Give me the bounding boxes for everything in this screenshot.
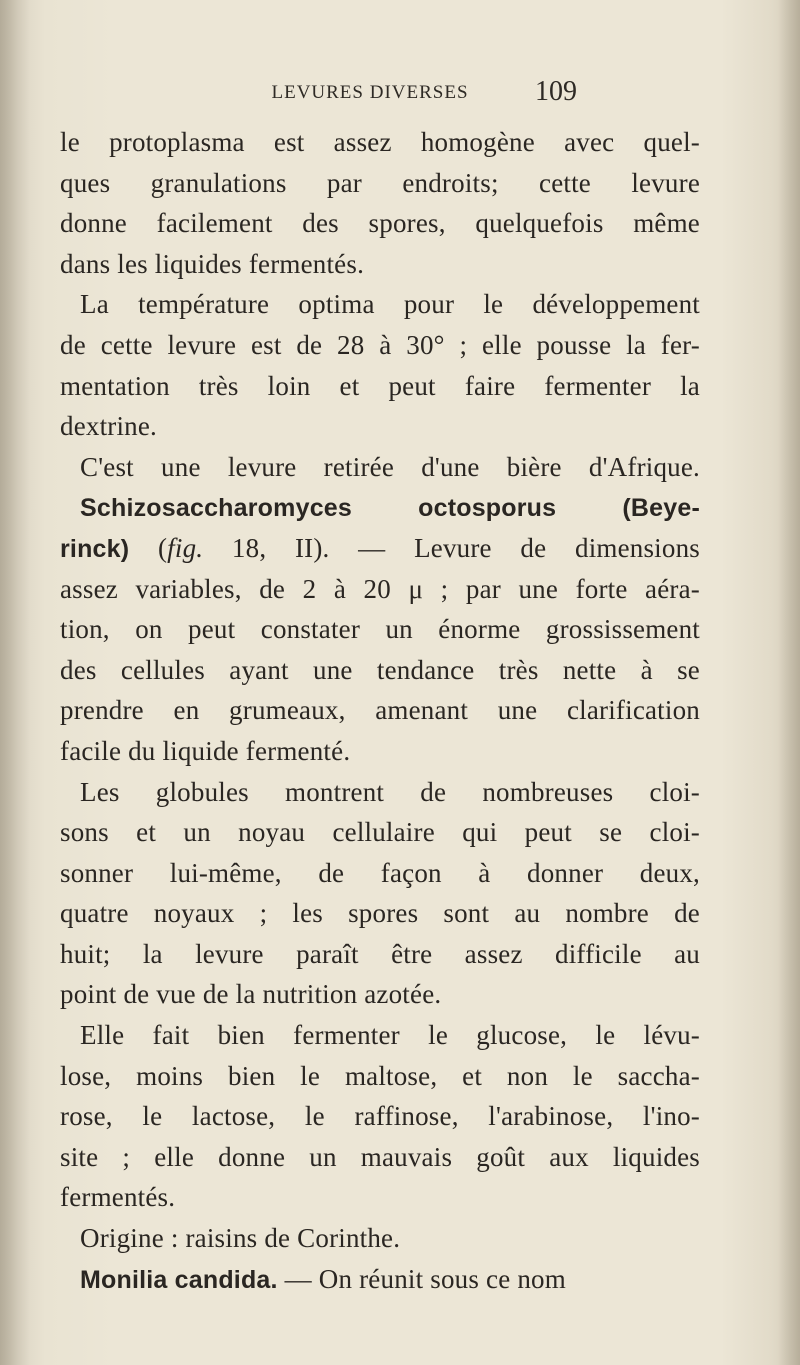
- body-text: [60, 122, 700, 1299]
- gutter-shadow: [0, 0, 30, 1365]
- text-line: ques granulations par endroits; cette levure: [60, 167, 700, 198]
- text-line: quatre noyaux ; les spores sont au nombre de: [60, 898, 700, 929]
- text-line: La température optima pour le développement: [80, 289, 700, 320]
- text-line: point de vue de la nutrition azotée.: [60, 979, 442, 1010]
- text-line: lose, moins bien le maltose, et non le saccha-: [60, 1060, 700, 1091]
- text-line: facile du liquide fermenté.: [60, 735, 351, 766]
- text-line: de cette levure est de 28 à 30° ; elle pousse la fer-: [60, 329, 700, 360]
- text-line: fermentés.: [60, 1182, 176, 1213]
- page-edge: [778, 0, 800, 1365]
- text-line: mentation très loin et peut faire fermenter la: [60, 370, 700, 401]
- text-line: sons et un noyau cellulaire qui peut se cloi-: [60, 817, 700, 848]
- text-line: [60, 1259, 700, 1300]
- text-line: sonner lui-même, de façon à donner deux,: [60, 857, 700, 888]
- species-name: rinck): [60, 534, 130, 563]
- text-line: dextrine.: [60, 411, 158, 442]
- text-line: le protoplasma est assez homogène avec quel-: [60, 127, 700, 157]
- text-line: [60, 487, 700, 528]
- species-name: Monilia candida.: [80, 1265, 278, 1294]
- text-line: dans les liquides fermentés.: [60, 248, 365, 279]
- text-line: tion, on peut constater un énorme grossissement: [60, 614, 700, 645]
- text-segment: 18, II). — Levure de dimensions: [203, 532, 700, 563]
- text-line: [60, 528, 700, 569]
- text-line: assez variables, de 2 à 20 μ ; par une forte aéra-: [60, 573, 700, 604]
- figure-ref: fig.: [167, 532, 204, 563]
- text-line: C'est une levure retirée d'une bière d'Afrique.: [80, 451, 700, 482]
- species-name: Schizosaccharomyces octosporus (Beye-: [80, 494, 700, 523]
- text-line: Elle fait bien fermenter le glucose, le lévu-: [80, 1020, 700, 1051]
- text-segment: — On réunit sous ce nom: [277, 1263, 566, 1294]
- page-number: 109: [535, 76, 577, 107]
- text-segment: (: [129, 532, 168, 563]
- text-line: Origine : raisins de Corinthe.: [80, 1223, 401, 1254]
- text-line: rose, le lactose, le raffinose, l'arabinose, l'ino-: [60, 1101, 700, 1132]
- text-line: huit; la levure paraît être assez difficile au: [60, 938, 700, 969]
- text-line: donne facilement des spores, quelquefois même: [60, 208, 700, 239]
- text-line: Les globules montrent de nombreuses cloi-: [80, 776, 700, 807]
- text-line: des cellules ayant une tendance très nette à se: [60, 654, 700, 685]
- running-title: LEVURES DIVERSES: [271, 82, 469, 103]
- text-line: site ; elle donne un mauvais goût aux liquides: [60, 1141, 700, 1172]
- text-line: prendre en grumeaux, amenant une clarification: [60, 695, 700, 726]
